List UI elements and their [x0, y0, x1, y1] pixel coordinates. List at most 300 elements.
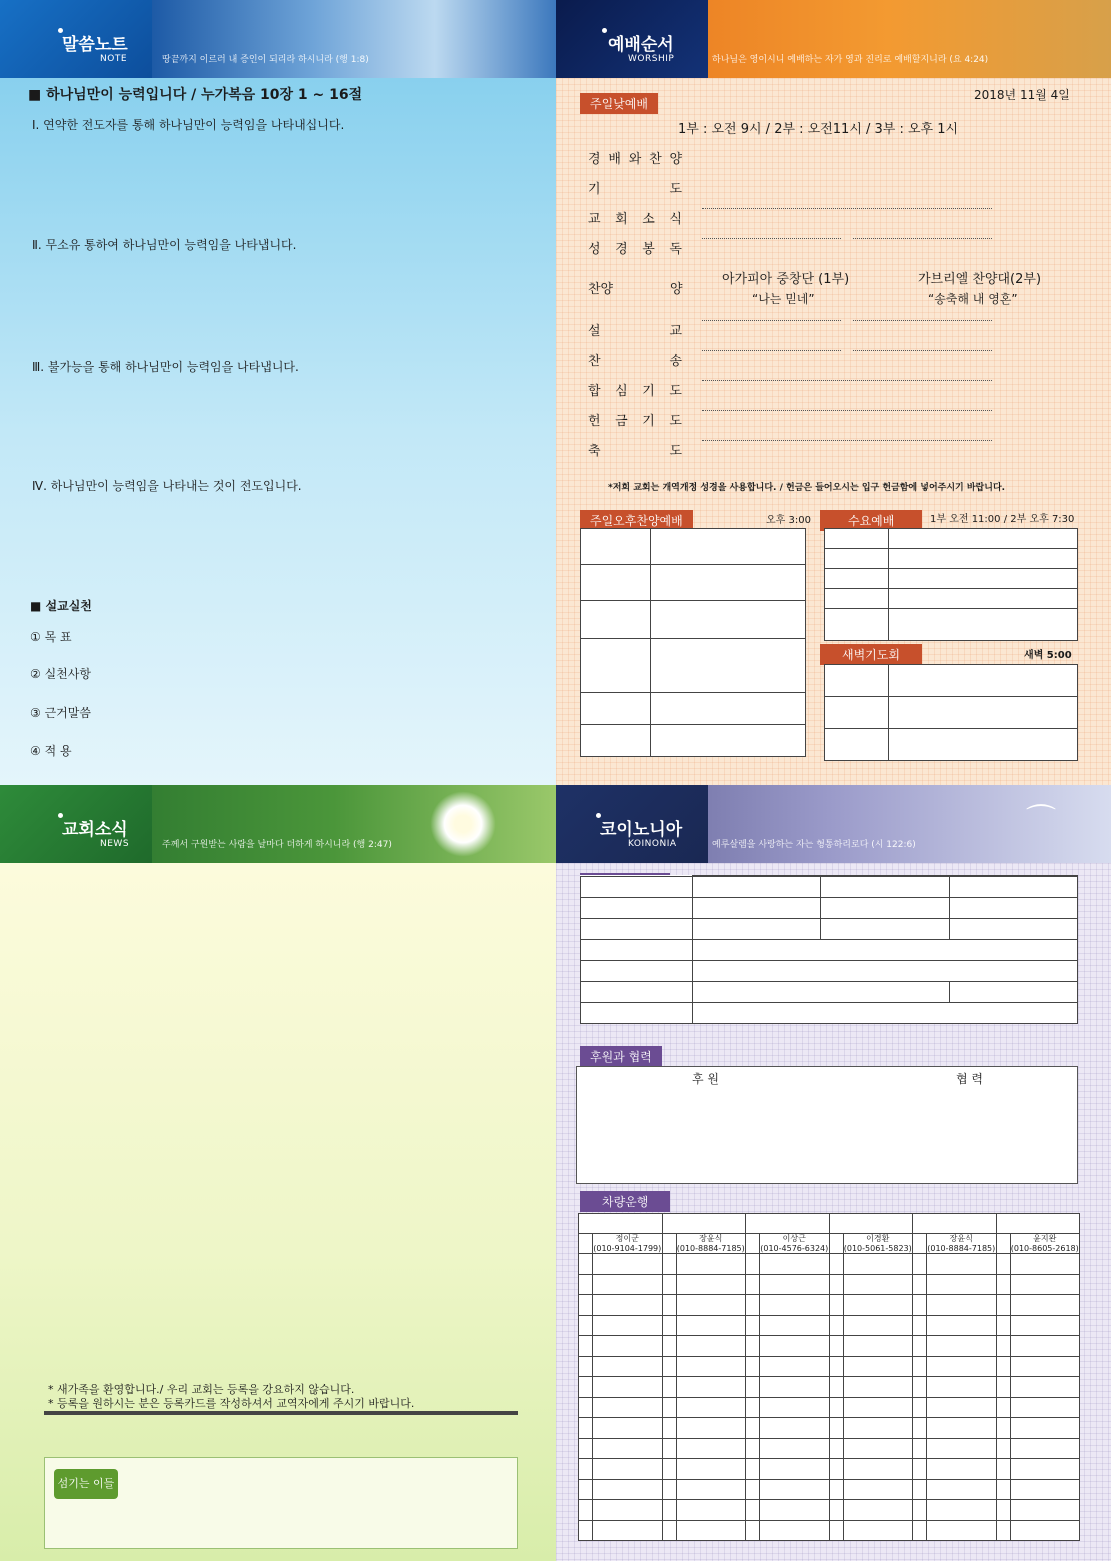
praise-label: 찬양 — [588, 282, 614, 297]
car-stop — [927, 1295, 997, 1316]
car-driver: 장윤식 (010-8884-7185) — [676, 1234, 745, 1253]
car-time — [829, 1459, 843, 1480]
dots — [702, 440, 992, 441]
welcome-1: * 새가족을 환영합니다./ 우리 교회는 등록을 강요하지 않습니다. — [48, 1383, 355, 1396]
table-row — [579, 1274, 1080, 1295]
car-time — [662, 1336, 676, 1357]
table-row — [825, 569, 1078, 589]
welcome-2: * 등록을 원하시는 분은 등록카드를 작성하셔서 교역자에게 주시기 바랍니다. — [48, 1397, 415, 1410]
row-value — [651, 529, 806, 565]
car-stop — [1010, 1438, 1080, 1459]
car-stop — [760, 1459, 830, 1480]
car-stop — [927, 1397, 997, 1418]
car-stop — [927, 1336, 997, 1357]
car-stop — [676, 1274, 746, 1295]
worship-tag — [556, 0, 708, 78]
car-stop — [593, 1479, 663, 1500]
car-time — [996, 1336, 1010, 1357]
car-driver: 정이군 (010-9104-1799) — [593, 1234, 662, 1253]
support-box — [576, 1066, 1078, 1184]
table-row — [579, 1479, 1080, 1500]
order-key-char: 식 — [669, 212, 682, 227]
staff-label: 섬기는 이들 — [54, 1469, 118, 1499]
worship-header — [556, 0, 1111, 78]
table-cell — [163, 1414, 222, 1415]
car-stop — [760, 1418, 830, 1439]
support-label: 후원과 협력 — [580, 1046, 662, 1067]
car-time — [913, 1520, 927, 1541]
car-name — [996, 1214, 1080, 1234]
table-row — [579, 1520, 1080, 1541]
table-header-row — [579, 1214, 1080, 1234]
table-row — [581, 529, 806, 565]
table-row — [825, 589, 1078, 609]
car-time — [579, 1356, 593, 1377]
car-time — [662, 1295, 676, 1316]
news-tag — [0, 785, 152, 863]
car-time — [913, 1234, 927, 1254]
car-time — [579, 1336, 593, 1357]
order-key — [588, 208, 682, 227]
wed-table — [824, 528, 1078, 641]
table-row — [579, 1459, 1080, 1480]
table-row — [581, 639, 806, 693]
order-key-char: 도 — [669, 384, 682, 399]
car-driver: 이경환 (010-5061-5823) — [843, 1234, 912, 1253]
car-stop — [676, 1377, 746, 1398]
car-time — [746, 1500, 760, 1521]
pm-label: 주일오후찬양예배 — [580, 510, 693, 531]
order-key-char: 도 — [669, 414, 682, 429]
car-stop — [1010, 1336, 1080, 1357]
table-row — [579, 1418, 1080, 1439]
car-time — [746, 1254, 760, 1275]
car-time — [913, 1500, 927, 1521]
car-time — [996, 1397, 1010, 1418]
car-stop — [676, 1295, 746, 1316]
practice-1: ① 목 표 — [30, 630, 72, 644]
dot-icon — [602, 28, 607, 33]
row-value — [889, 609, 1078, 641]
car-time — [996, 1459, 1010, 1480]
row-key — [581, 919, 693, 940]
table-row — [825, 729, 1078, 761]
worship-times: 1부 : 오전 9시 / 2부 : 오전11시 / 3부 : 오후 1시 — [678, 122, 959, 137]
car-stop — [676, 1315, 746, 1336]
praise-team-1: 아가피아 중창단 (1부) — [722, 272, 850, 287]
car-stop — [593, 1459, 663, 1480]
car-time — [829, 1520, 843, 1541]
car-stop — [593, 1377, 663, 1398]
praise-song-1: “나는 믿네” — [752, 292, 815, 306]
practice-3: ③ 근거말씀 — [30, 706, 91, 720]
table-row — [825, 549, 1078, 569]
order-row — [588, 350, 1078, 372]
koinonia-tag — [556, 785, 708, 863]
car-stop — [676, 1459, 746, 1480]
order-value-line — [696, 350, 998, 356]
order-key — [588, 350, 682, 369]
car-time — [829, 1295, 843, 1316]
worship-section-title: 예배순서 — [608, 35, 674, 55]
car-driver: 이상근 (010-4576-6324) — [760, 1234, 829, 1253]
order-key — [588, 410, 682, 429]
car-time — [996, 1295, 1010, 1316]
car-stop — [1010, 1459, 1080, 1480]
dots — [702, 380, 992, 381]
order-row — [588, 238, 1078, 260]
car-time — [746, 1274, 760, 1295]
car-stop — [927, 1315, 997, 1336]
car-time — [913, 1356, 927, 1377]
car-time — [829, 1356, 843, 1377]
car-stop — [927, 1254, 997, 1275]
car-stop — [760, 1356, 830, 1377]
table-cell — [949, 919, 1077, 940]
car-stop — [843, 1479, 913, 1500]
point-4: Ⅳ. 하나님만이 능력임을 나타내는 것이 전도입니다. — [32, 479, 302, 493]
order-key-char: 회 — [615, 212, 628, 227]
row-key — [581, 982, 693, 1003]
car-time — [662, 1234, 676, 1254]
bird-icon: ⌒ — [1026, 803, 1056, 838]
car-time — [662, 1397, 676, 1418]
order-key — [588, 380, 682, 399]
table-row — [579, 1377, 1080, 1398]
car-time — [579, 1254, 593, 1275]
car-stop — [676, 1397, 746, 1418]
note-section-title: 말씀노트 — [62, 35, 128, 55]
car-name — [829, 1214, 913, 1234]
car-stop — [676, 1520, 746, 1541]
car-time — [579, 1418, 593, 1439]
car-stop — [760, 1315, 830, 1336]
row-key — [581, 529, 651, 565]
order-key-char: 설 — [588, 324, 601, 339]
table-row — [581, 693, 806, 725]
car-stop — [927, 1459, 997, 1480]
row-value — [651, 601, 806, 639]
table-row — [825, 609, 1078, 641]
table-row — [579, 1295, 1080, 1316]
car-stop — [843, 1377, 913, 1398]
car-name — [746, 1214, 830, 1234]
table-row — [581, 940, 1078, 961]
order-key-char: 경 — [615, 242, 628, 257]
order-value-line — [696, 238, 998, 244]
point-2: Ⅱ. 무소유 통하여 하나님만이 능력임을 나타냅니다. — [32, 238, 297, 252]
car-time — [746, 1438, 760, 1459]
praise-char2: 양 — [670, 282, 683, 297]
car-time — [829, 1274, 843, 1295]
car-time — [746, 1356, 760, 1377]
car-stop — [843, 1274, 913, 1295]
car-driver: 윤지완 (010-8605-2618) — [1010, 1234, 1079, 1253]
car-stop — [593, 1356, 663, 1377]
praise-song-2: “송축해 내 영혼” — [928, 292, 1018, 306]
table-cell — [693, 898, 821, 919]
table-row — [581, 898, 1078, 919]
order-row — [588, 320, 1078, 342]
table-cell — [222, 1414, 281, 1415]
row-key — [581, 961, 693, 982]
car-stop — [1010, 1377, 1080, 1398]
order-key-char: 와 — [628, 152, 642, 167]
bible-note: *저희 교회는 개역개정 성경을 사용합니다. / 헌금은 들어오시는 입구 헌금함에 넣어주시기 바랍니다. — [608, 483, 1006, 493]
car-stop — [843, 1315, 913, 1336]
row-value — [889, 589, 1078, 609]
worship-section-sub: WORSHIP — [628, 54, 675, 64]
table-row — [579, 1356, 1080, 1377]
car-stop — [927, 1418, 997, 1439]
koinonia-header — [556, 785, 1111, 863]
car-time — [746, 1336, 760, 1357]
car-time — [829, 1315, 843, 1336]
car-time — [746, 1315, 760, 1336]
dots — [853, 238, 992, 239]
table-cell — [949, 982, 1077, 1003]
car-time — [996, 1418, 1010, 1439]
registration-table — [44, 1411, 518, 1415]
car-time — [746, 1295, 760, 1316]
car-time — [662, 1438, 676, 1459]
car-stop — [843, 1500, 913, 1521]
car-time — [579, 1500, 593, 1521]
order-key — [588, 320, 682, 339]
car-stop — [760, 1500, 830, 1521]
car-stop — [593, 1438, 663, 1459]
table-cell — [949, 877, 1077, 898]
order-key-char: 기 — [588, 182, 601, 197]
dawn-table — [824, 664, 1078, 761]
car-time — [662, 1459, 676, 1480]
car-stop — [843, 1459, 913, 1480]
car-time — [829, 1336, 843, 1357]
worship-date: 2018년 11월 4일 — [974, 88, 1070, 102]
table-cell — [693, 919, 821, 940]
wed-time: 1부 오전 11:00 / 2부 오후 7:30 — [930, 514, 1075, 525]
order-key-char: 도 — [669, 444, 682, 459]
dots — [702, 238, 841, 239]
car-time — [913, 1315, 927, 1336]
news-verse: 주께서 구원받는 사람을 날마다 더하게 하시니라 (행 2:47) — [162, 840, 392, 850]
car-stop — [676, 1500, 746, 1521]
table-row — [581, 877, 1078, 898]
car-time — [996, 1315, 1010, 1336]
car-stop — [593, 1397, 663, 1418]
dots — [853, 350, 992, 351]
koinonia-section-title: 코이노니아 — [600, 820, 683, 840]
order-row — [588, 410, 1078, 432]
table-row — [581, 982, 1078, 1003]
car-stop — [593, 1315, 663, 1336]
car-time — [829, 1397, 843, 1418]
table-row — [581, 601, 806, 639]
car-stop — [676, 1254, 746, 1275]
car-stop — [676, 1438, 746, 1459]
car-time — [662, 1500, 676, 1521]
car-time — [662, 1315, 676, 1336]
order-key — [588, 148, 682, 167]
car-stop — [760, 1520, 830, 1541]
car-time — [913, 1295, 927, 1316]
car-stop — [1010, 1274, 1080, 1295]
car-time — [746, 1418, 760, 1439]
car-time — [996, 1254, 1010, 1275]
car-stop — [927, 1479, 997, 1500]
table-cell — [821, 898, 949, 919]
car-time — [579, 1234, 593, 1254]
table-cell — [340, 1414, 399, 1415]
point-3: Ⅲ. 불가능을 통해 하나님만이 능력임을 나타냅니다. — [32, 360, 299, 374]
car-time — [746, 1459, 760, 1480]
row-value — [889, 569, 1078, 589]
order-key-char: 기 — [642, 414, 655, 429]
sermon-title: ■ 하나님만이 능력입니다 / 누가복음 10장 1 ~ 16절 — [28, 87, 363, 103]
worship-panel — [556, 0, 1111, 785]
note-section-sub: NOTE — [100, 54, 128, 64]
dots — [853, 320, 992, 321]
dawn-time: 새벽 5:00 — [1024, 650, 1072, 661]
table-cell — [693, 940, 1078, 961]
car-time — [996, 1500, 1010, 1521]
note-tag — [0, 0, 152, 78]
table-cell — [281, 1414, 340, 1415]
order-row — [588, 380, 1078, 402]
car-stop — [593, 1295, 663, 1316]
car-time — [746, 1520, 760, 1541]
car-stop — [760, 1254, 830, 1275]
car-stop — [1010, 1520, 1080, 1541]
row-key — [581, 725, 651, 757]
dots — [702, 350, 841, 351]
order-key-char: 배 — [608, 152, 621, 167]
order-key-char: 축 — [588, 444, 601, 459]
car-stop — [927, 1438, 997, 1459]
sunday-label: 주일낮예배 — [580, 93, 658, 114]
serve-table — [580, 875, 1078, 1024]
row-key — [825, 609, 889, 641]
car-time — [996, 1479, 1010, 1500]
row-key — [825, 729, 889, 761]
order-key — [588, 440, 682, 459]
car-time — [662, 1479, 676, 1500]
car-time — [662, 1520, 676, 1541]
car-stop — [760, 1397, 830, 1418]
car-time — [579, 1459, 593, 1480]
table-row — [581, 725, 806, 757]
sky-image — [152, 0, 556, 78]
order-key — [588, 238, 682, 257]
car-time — [913, 1459, 927, 1480]
car-time — [996, 1356, 1010, 1377]
car-time — [829, 1479, 843, 1500]
car-stop — [760, 1377, 830, 1398]
order-key-char: 합 — [588, 384, 601, 399]
practice-4: ④ 적 용 — [30, 744, 72, 758]
order-value-line — [696, 208, 998, 214]
car-time — [829, 1500, 843, 1521]
table-row — [579, 1315, 1080, 1336]
car-time — [829, 1234, 843, 1254]
table-cell — [45, 1414, 104, 1415]
car-name — [579, 1214, 663, 1234]
car-time — [579, 1438, 593, 1459]
car-stop — [843, 1520, 913, 1541]
car-time — [662, 1356, 676, 1377]
car-time — [746, 1234, 760, 1254]
car-time — [913, 1274, 927, 1295]
note-panel — [0, 0, 556, 785]
table-row — [581, 961, 1078, 982]
car-stop — [843, 1336, 913, 1357]
table-cell — [399, 1414, 458, 1415]
pm-time: 오후 3:00 — [766, 515, 811, 526]
order-key-char: 양 — [669, 152, 682, 167]
car-stop — [927, 1520, 997, 1541]
car-time — [996, 1438, 1010, 1459]
order-key-char: 교 — [588, 212, 601, 227]
koinonia-verse: 예루살렘을 사랑하는 자는 형통하리로다 (시 122:6) — [712, 840, 916, 850]
table-row — [579, 1500, 1080, 1521]
car-stop — [843, 1254, 913, 1275]
row-key — [581, 898, 693, 919]
car-time — [913, 1377, 927, 1398]
car-stop — [843, 1397, 913, 1418]
row-key — [825, 549, 889, 569]
row-value — [651, 565, 806, 601]
order-row — [588, 178, 1078, 200]
flower-image — [430, 791, 496, 857]
car-time — [579, 1377, 593, 1398]
car-time — [579, 1315, 593, 1336]
row-value — [651, 693, 806, 725]
car-time — [913, 1438, 927, 1459]
order-value-line — [696, 440, 998, 446]
table-cell — [949, 898, 1077, 919]
car-stop — [593, 1500, 663, 1521]
support-head-a: 후 원 — [692, 1072, 719, 1086]
car-time — [913, 1336, 927, 1357]
row-value — [889, 549, 1078, 569]
car-stop — [760, 1274, 830, 1295]
table-cell — [104, 1414, 163, 1415]
row-key — [825, 569, 889, 589]
row-value — [651, 725, 806, 757]
praise-team-2: 가브리엘 찬양대(2부) — [918, 272, 1042, 287]
car-stop — [1010, 1315, 1080, 1336]
car-time — [579, 1397, 593, 1418]
car-time — [996, 1274, 1010, 1295]
table-header-row — [579, 1234, 1080, 1254]
car-stop — [593, 1274, 663, 1295]
table-row — [579, 1397, 1080, 1418]
car-stop — [927, 1274, 997, 1295]
note-verse: 땅끝까지 이르러 내 증인이 되리라 하시니라 (행 1:8) — [162, 55, 369, 65]
car-name — [913, 1214, 997, 1234]
dots — [702, 320, 841, 321]
order-key-char: 금 — [615, 414, 628, 429]
car-time — [913, 1397, 927, 1418]
row-key — [581, 693, 651, 725]
support-head-b: 협 력 — [956, 1072, 983, 1086]
row-key — [581, 601, 651, 639]
car-time — [913, 1254, 927, 1275]
table-cell — [821, 919, 949, 940]
car-stop — [1010, 1418, 1080, 1439]
row-key — [825, 697, 889, 729]
koinonia-section-sub: KOINONIA — [628, 839, 677, 849]
